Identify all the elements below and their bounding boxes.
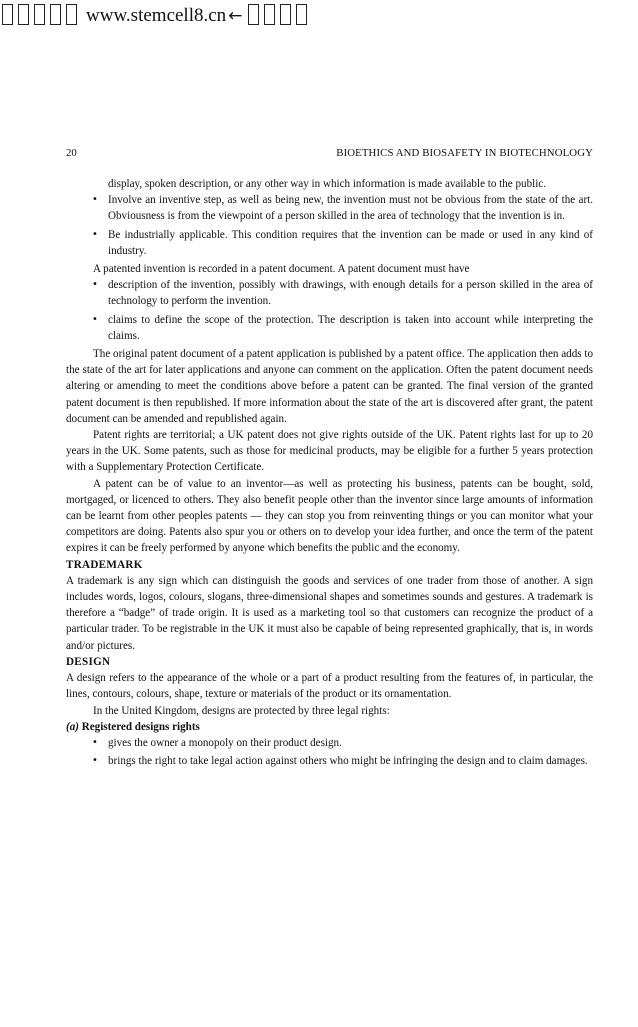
list-item-text: gives the owner a monopoly on their product design. — [108, 736, 342, 749]
subheading-registered-designs — [66, 719, 593, 735]
paragraph-uk-design: In the United Kingdom, designs are protected by three legal rights: — [93, 704, 390, 717]
missing-glyph-icon — [296, 4, 307, 25]
missing-glyph-icon — [2, 4, 13, 25]
bullet-icon: • — [92, 736, 98, 748]
heading-trademark: TRADEMARK — [66, 558, 143, 571]
missing-glyph-group-right — [248, 5, 312, 26]
missing-glyph-icon — [248, 4, 259, 25]
missing-glyph-icon — [66, 4, 77, 25]
missing-glyph-icon — [18, 4, 29, 25]
patent-document-list — [66, 277, 593, 344]
left-arrow-icon: ← — [228, 6, 243, 26]
list-item-text: Involve an inventive step, as well as being new, the invention must not be obvious from the state of the art. Obviousness is from the viewpoint of a person skilled in the area of technology that the invention is in. — [108, 194, 593, 223]
subheading-label: (a) — [66, 720, 79, 733]
patent-document-intro: A patented invention is recorded in a patent document. A patent document must have — [93, 263, 470, 276]
registered-designs-list — [66, 735, 593, 769]
list-item — [92, 277, 593, 309]
missing-glyph-icon — [50, 4, 61, 25]
patent-conditions-list — [66, 192, 593, 259]
list-item — [92, 312, 593, 344]
watermark-url: www.stemcell8.cn — [86, 5, 227, 26]
page-number: 20 — [66, 147, 77, 159]
paragraph-design: A design refers to the appearance of the whole or a part of a product resulting from the features of, in particular, the lines, contours, colours, shape, texture or materials of the product or its ornamentation. — [66, 672, 593, 701]
book-title: BIOETHICS AND BIOSAFETY IN BIOTECHNOLOGY — [336, 147, 593, 159]
list-item — [92, 735, 593, 751]
watermark-banner — [2, 1, 602, 31]
list-item-text: description of the invention, possibly with drawings, with enough details for a person skilled in the area of technology to perform the invention. — [108, 279, 593, 308]
subheading-text: Registered designs rights — [78, 720, 200, 733]
bullet-icon: • — [92, 194, 98, 206]
page-body — [66, 176, 593, 771]
list-item-text: claims to define the scope of the protection. The description is taken into account while interpreting the claims. — [108, 313, 593, 342]
list-item — [92, 753, 593, 769]
list-item — [92, 227, 593, 259]
bullet-icon: • — [92, 313, 98, 325]
missing-glyph-group-left — [2, 5, 82, 26]
paragraph-trademark: A trademark is any sign which can distinguish the goods and services of one trader from those of another. A sign includes words, logos, colours, slogans, three-dimensional shapes and sometimes sounds and gestures. A trademark is therefore a “badge” of trade origin. It is used as a marketing tool so that customers can recognize the product of a particular trader. To be registrable in the UK it must also be capable of being represented graphically, that is, in words and/or pictures. — [66, 574, 593, 652]
missing-glyph-icon — [264, 4, 275, 25]
bullet-icon: • — [92, 279, 98, 291]
list-item-text: brings the right to take legal action against others who might be infringing the design and to claim damages. — [108, 755, 588, 768]
paragraph-value: A patent can be of value to an inventor—as well as protecting his business, patents can be bought, sold, mortgaged, or licenced to others. They also benefit people other than the inventor since large amounts of information can be learnt from other peoples patents — they can stop you from reinventing things or you can monitor what your competitors are doing. Patents also spur you or others on to develop your idea further, and once the term of the patent expires it can be freely performed by anyone which benefits the public and the economy. — [66, 477, 593, 555]
bullet-icon: • — [92, 228, 98, 240]
paragraph-original-patent: The original patent document of a patent application is published by a patent office. The application then adds to the state of the art for later applications and anyone can comment on the application. Often the patent document needs altering or amending to meet the conditions above before a patent can be granted. The final version of the granted patent document is then republished. If more information about the state of the art is discovered after grant, the patent document can be amended and republished again. — [66, 348, 593, 425]
missing-glyph-icon — [34, 4, 45, 25]
missing-glyph-icon — [280, 4, 291, 25]
bullet-icon: • — [92, 755, 98, 767]
continued-text: display, spoken description, or any other way in which information is made available to the public. — [108, 178, 546, 190]
list-item-text: Be industrially applicable. This condition requires that the invention can be made or used in any kind of industry. — [108, 228, 593, 257]
paragraph-territorial: Patent rights are territorial; a UK patent does not give rights outside of the UK. Patent rights last for up to 20 years in the UK. Some patents, such as those for medicinal products, may be eligible for a further 5 years protection with a Supplementary Protection Certificate. — [66, 429, 593, 474]
heading-design: DESIGN — [66, 655, 111, 668]
list-item — [92, 192, 593, 224]
